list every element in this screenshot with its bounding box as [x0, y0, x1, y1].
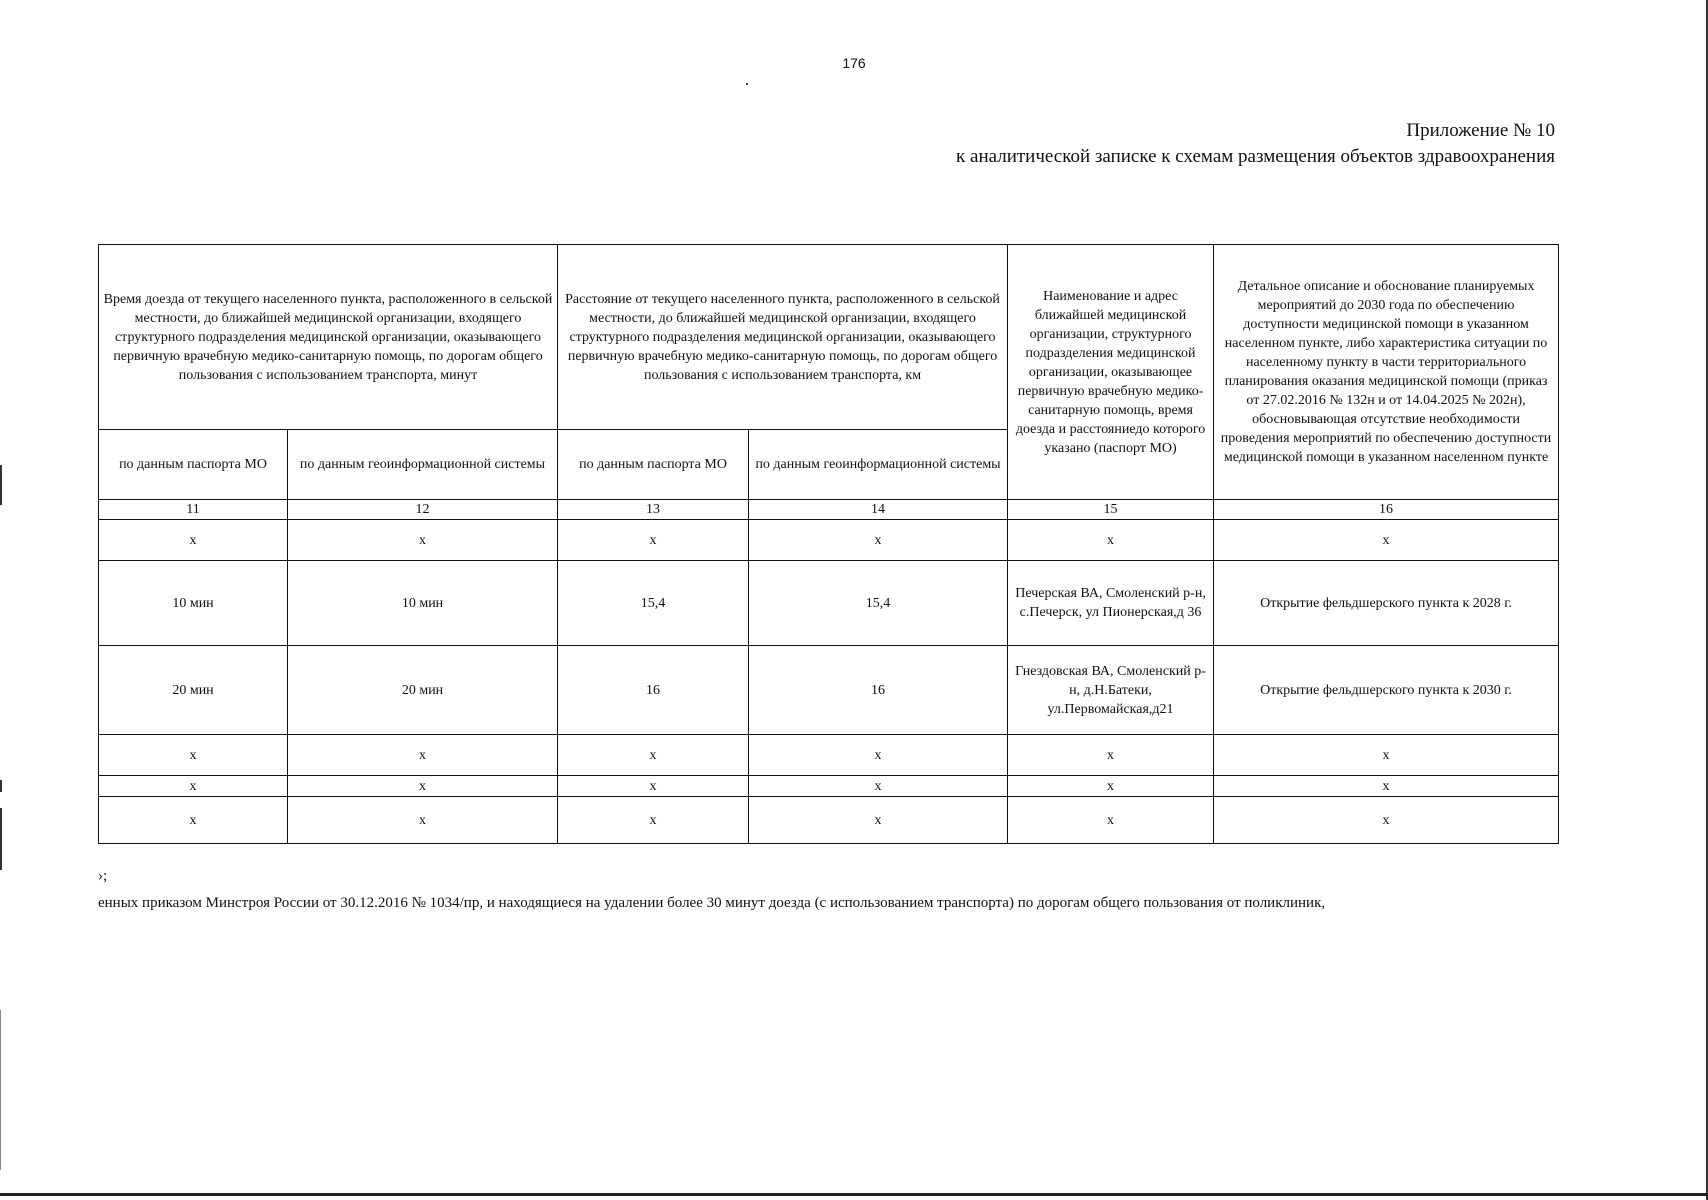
scan-bottom-rule	[0, 1193, 1708, 1196]
subheader-passport-distance: по данным паспорта МО	[558, 430, 749, 500]
table-cell: x	[749, 797, 1008, 844]
table-cell: x	[288, 735, 558, 776]
table-cell: 10 мин	[99, 561, 288, 646]
table-cell: x	[558, 797, 749, 844]
table-cell: x	[1008, 520, 1214, 561]
table-cell: x	[99, 735, 288, 776]
table-row	[99, 561, 1559, 646]
header-travel-time: Время доезда от текущего населенного пункта, расположенного в сельской местности, до ближайшей медицинской организации, входящего структурного подразделения медицинской организации, оказывающего первичную врачебную медико-санитарную помощь, по дорогам общего пользования с использованием транспорта, минут	[99, 245, 558, 430]
appendix-title: Приложение № 10	[1406, 120, 1555, 141]
table-cell: x	[1214, 776, 1559, 797]
table-row	[99, 735, 1559, 776]
table-cell: x	[558, 776, 749, 797]
table-cell: 15,4	[749, 561, 1008, 646]
scan-margin-mark	[0, 808, 2, 870]
table-cell: 15,4	[558, 561, 749, 646]
table-cell: x	[1214, 520, 1559, 561]
subheader-passport-time: по данным паспорта МО	[99, 430, 288, 500]
table-cell: x	[1008, 776, 1214, 797]
column-number: 15	[1008, 500, 1214, 520]
column-number: 12	[288, 500, 558, 520]
table-cell: x	[749, 776, 1008, 797]
table-cell: 16	[749, 646, 1008, 735]
page-number: 176	[842, 55, 866, 71]
subheader-gis-time: по данным геоинформационной системы	[288, 430, 558, 500]
table-cell: Открытие фельдшерского пункта к 2028 г.	[1214, 561, 1559, 646]
column-number: 13	[558, 500, 749, 520]
table-row	[99, 646, 1559, 735]
table-cell: x	[1008, 735, 1214, 776]
table-row	[99, 797, 1559, 844]
table-cell: Открытие фельдшерского пункта к 2030 г.	[1214, 646, 1559, 735]
scan-speck	[746, 83, 748, 85]
table-cell: Гнездовская ВА, Смоленский р-н, д.Н.Батеки, ул.Первомайская,д21	[1008, 646, 1214, 735]
column-number: 14	[749, 500, 1008, 520]
table-cell: x	[99, 797, 288, 844]
data-table	[98, 244, 1559, 844]
appendix-heading	[956, 118, 1555, 170]
scan-margin-mark	[0, 465, 2, 505]
table-cell: 20 мин	[288, 646, 558, 735]
table-cell: x	[749, 735, 1008, 776]
table-cell: 16	[558, 646, 749, 735]
header-name-address: Наименование и адрес ближайшей медицинской организации, структурного подразделения медицинской организации, оказывающее первичную врачебную медико-санитарную помощь, время доезда и расстояниедо которого указано (паспорт МО)	[1008, 245, 1214, 500]
table-cell: x	[1214, 735, 1559, 776]
table-cell: x	[288, 797, 558, 844]
table-cell: x	[1214, 797, 1559, 844]
footnote-line-2: енных приказом Минстроя России от 30.12.2016 № 1034/пр, и находящиеся на удалении более 30 минут доезда (с использованием транспорта) по дорогам общего пользования от поликлиник,	[98, 895, 1326, 911]
table-cell: 10 мин	[288, 561, 558, 646]
table-row	[99, 776, 1559, 797]
header-distance: Расстояние от текущего населенного пункта, расположенного в сельской местности, до ближайшей медицинской организации, входящего структурного подразделения медицинской организации, оказывающего первичную врачебную медико-санитарную помощь, по дорогам общего пользования с использованием транспорта, км	[558, 245, 1008, 430]
table-cell: x	[99, 776, 288, 797]
table-row	[99, 520, 1559, 561]
subheader-gis-distance: по данным геоинформационной системы	[749, 430, 1008, 500]
table-cell: x	[558, 520, 749, 561]
appendix-subtitle: к аналитической записке к схемам размещения объектов здравоохранения	[956, 146, 1555, 167]
scan-margin-mark	[0, 1010, 1, 1170]
table-cell: x	[558, 735, 749, 776]
column-number: 11	[99, 500, 288, 520]
table-cell: x	[1008, 797, 1214, 844]
table-cell: x	[99, 520, 288, 561]
table-cell: x	[288, 776, 558, 797]
table-cell: x	[749, 520, 1008, 561]
footnote-line-1: ›;	[98, 868, 108, 884]
header-description: Детальное описание и обоснование планируемых мероприятий до 2030 года по обеспечению доступности медицинской помощи в указанном населенном пункте, либо характеристика ситуации по населенному пункту в части территориального планирования оказания медицинской помощи (приказ от 27.02.2016 № 132н и от 14.04.2025 № 202н), обосновывающая отсутствие необходимости проведения мероприятий по обеспечению доступности медицинской помощи в указанном населенном пункте	[1214, 245, 1559, 500]
scan-margin-mark	[0, 780, 2, 792]
table-cell: 20 мин	[99, 646, 288, 735]
table-cell: x	[288, 520, 558, 561]
column-number: 16	[1214, 500, 1559, 520]
table-cell: Печерская ВА, Смоленский р-н, с.Печерск, ул Пионерская,д 36	[1008, 561, 1214, 646]
column-number-row	[99, 500, 1559, 520]
